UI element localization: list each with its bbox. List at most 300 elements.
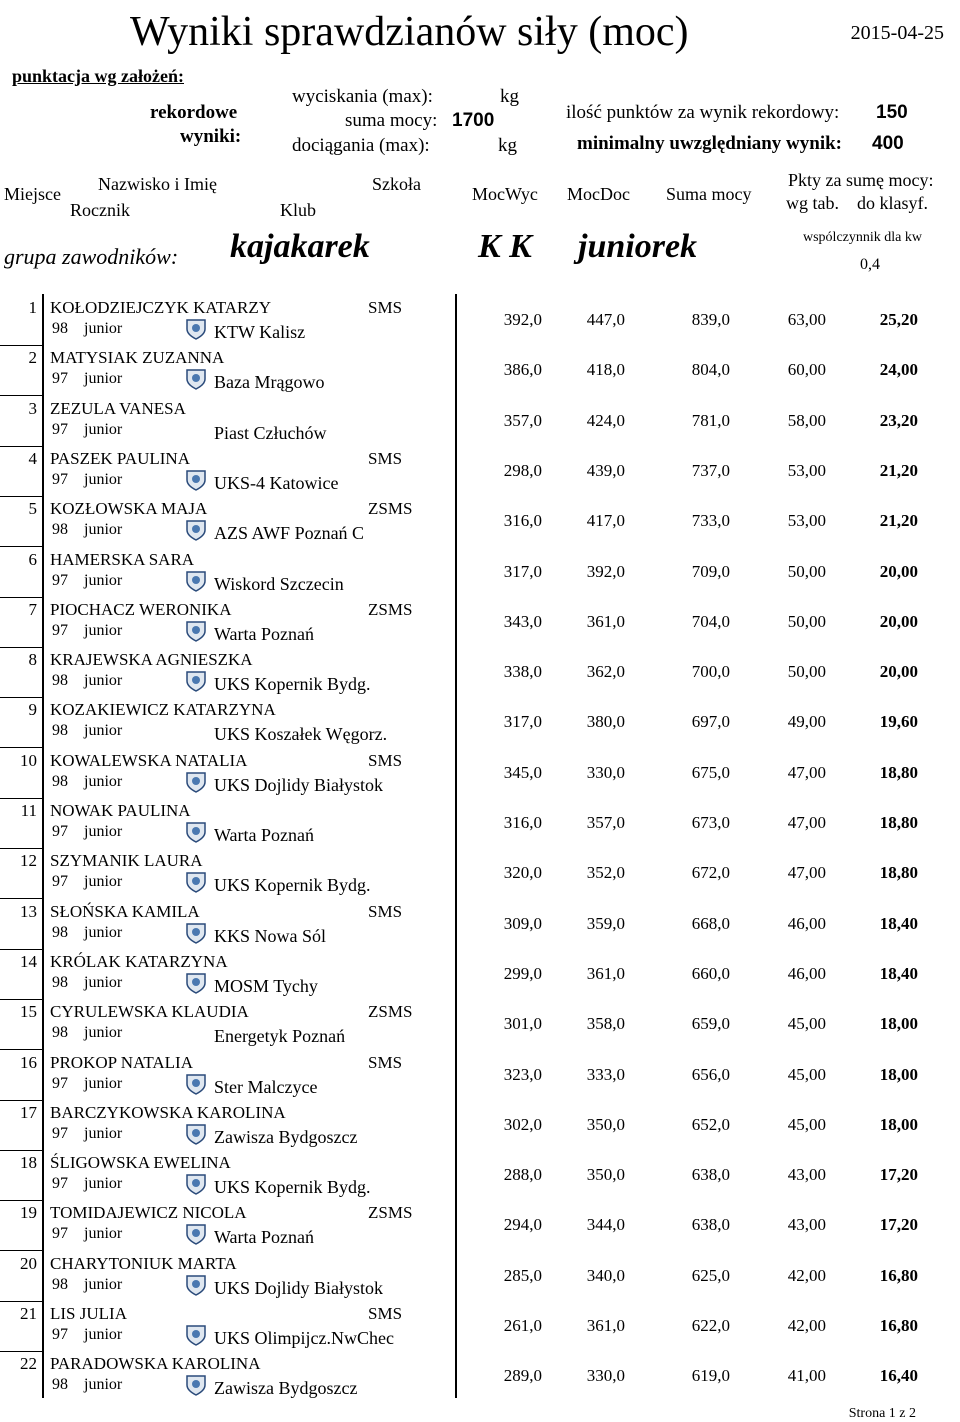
category-cell: junior [84, 923, 123, 941]
header-wspolczynnik-value: 0,4 [860, 256, 880, 273]
rank-cell: 11 [20, 801, 37, 820]
table-row [0, 900, 960, 950]
birth-year: 98 [52, 1024, 68, 1042]
birth-year: 98 [52, 1275, 68, 1293]
club-crest-icon [184, 1374, 208, 1396]
mocwyc-value: 317,0 [503, 712, 542, 732]
suma-mocy-value: 733,0 [691, 511, 730, 531]
club-crest-icon [184, 1123, 208, 1145]
header-wgtab: wg tab. [786, 193, 839, 213]
mocwyc-value: 261,0 [503, 1316, 542, 1335]
mocdoc-value: 418,0 [586, 360, 625, 380]
athlete-name: NOWAK PAULINA [50, 801, 191, 820]
page-footer: Strona 1 z 2 [848, 1406, 916, 1421]
pkty-klas-value: 18,40 [879, 963, 918, 983]
table-row [0, 447, 960, 497]
rank-cell: 2 [28, 348, 37, 368]
athlete-name: SŁOŃSKA KAMILA [50, 901, 200, 921]
mocwyc-value: 302,0 [503, 1114, 542, 1134]
category-cell: junior [84, 722, 123, 740]
suma-mocy-value: 668,0 [691, 913, 730, 933]
rank-cell: 12 [20, 851, 37, 871]
category-cell: junior [84, 521, 123, 539]
birth-year: 98 [52, 320, 68, 337]
mocdoc-value: 439,0 [586, 460, 625, 480]
header-pkty: Pkty za sumę mocy: [788, 170, 934, 190]
table-row [0, 296, 960, 346]
mocwyc-value: 357,0 [503, 410, 542, 430]
mocdoc-value: 392,0 [586, 561, 625, 581]
pkty-tab-value: 60,00 [787, 360, 826, 380]
club-name: UKS Dojlidy Białystok [214, 1277, 384, 1298]
birth-year: 97 [52, 470, 68, 488]
athlete-name: HAMERSKA SARA [50, 549, 195, 569]
pkty-tab-value: 58,00 [787, 410, 826, 430]
athlete-name: BARCZYKOWSKA KAROLINA [50, 1102, 286, 1122]
dociagania-label: dociągania (max): [292, 135, 430, 156]
pkty-klas-value: 18,00 [879, 1064, 918, 1084]
pkty-klas-value: 20,00 [879, 561, 918, 581]
suma-mocy-value: 673,0 [691, 813, 730, 832]
birth-year: 97 [52, 571, 68, 589]
category-cell: junior [84, 1074, 123, 1092]
table-row [0, 598, 960, 648]
group-label: grupa zawodników: [4, 244, 179, 269]
punktacja-label: punktacja wg założeń: [12, 66, 184, 86]
club-crest-icon [184, 570, 208, 592]
category-cell: junior [84, 420, 123, 438]
minimalny-label: minimalny uwzględniany wynik: [577, 133, 842, 154]
birth-year: 98 [52, 772, 68, 790]
page-title: Wyniki sprawdzianów siły (moc) [130, 9, 689, 55]
pkty-tab-value: 45,00 [787, 1014, 826, 1034]
club-name: Ster Malczyce [214, 1076, 318, 1097]
school-cell: ZSMS [368, 1002, 413, 1022]
rank-cell: 16 [20, 1052, 37, 1072]
header-rocznik: Rocznik [70, 200, 130, 220]
rank-cell: 17 [20, 1102, 37, 1122]
club-crest-icon [184, 821, 208, 843]
rekordowe-label-2: wyniki: [180, 126, 242, 147]
mocwyc-value: 320,0 [503, 863, 542, 883]
mocdoc-value: 330,0 [586, 762, 625, 782]
header-mocwyc: MocWyc [472, 184, 538, 204]
suma-value: 1700 [452, 110, 495, 131]
ilosc-value: 150 [876, 102, 908, 123]
mocwyc-value: 285,0 [503, 1265, 542, 1285]
mocwyc-value: 299,0 [503, 963, 542, 983]
school-cell: SMS [368, 901, 403, 921]
mocwyc-value: 345,0 [503, 762, 542, 782]
club-name: KTW Kalisz [214, 322, 306, 342]
mocwyc-value: 298,0 [503, 460, 542, 480]
club-name: UKS Olimpijcz.NwChec [214, 1328, 394, 1348]
suma-mocy-value: 660,0 [691, 963, 730, 983]
club-name: AZS AWF Poznań C [214, 523, 365, 544]
club-name: KKS Nowa Sól [214, 925, 327, 946]
birth-year: 98 [52, 521, 68, 539]
club-crest-icon [184, 469, 208, 491]
school-cell: ZSMS [368, 499, 413, 519]
rank-cell: 15 [20, 1002, 37, 1022]
athlete-name: KRAJEWSKA AGNIESZKA [50, 650, 253, 670]
mocwyc-value: 301,0 [503, 1014, 542, 1034]
table-row [0, 1352, 960, 1402]
rank-cell: 3 [28, 398, 37, 418]
header-miejsce: Miejsce [4, 184, 61, 204]
group-boat: K K [478, 228, 532, 265]
table-row [0, 346, 960, 396]
table-row [0, 950, 960, 1000]
category-cell: junior [84, 1376, 123, 1394]
birth-year: 97 [52, 873, 68, 891]
school-cell: SMS [368, 750, 403, 770]
table-row [0, 548, 960, 598]
category-cell: junior [84, 320, 123, 337]
category-cell: junior [84, 823, 123, 840]
school-cell: ZSMS [368, 599, 413, 619]
mocdoc-value: 361,0 [586, 1316, 625, 1335]
rank-cell: 14 [20, 951, 37, 971]
pkty-klas-value: 21,20 [879, 511, 918, 531]
club-crest-icon [184, 620, 208, 642]
rank-cell: 6 [28, 549, 37, 569]
suma-mocy-value: 652,0 [691, 1114, 730, 1134]
rank-cell: 1 [28, 298, 37, 317]
school-cell: ZSMS [368, 1203, 413, 1223]
pkty-tab-value: 53,00 [787, 460, 826, 480]
mocdoc-value: 350,0 [586, 1114, 625, 1134]
club-crest-icon [184, 1324, 208, 1346]
table-row [0, 497, 960, 547]
club-crest-icon [184, 771, 208, 793]
dociagania-unit: kg [498, 135, 517, 156]
suma-mocy-value: 675,0 [691, 762, 730, 782]
school-cell: SMS [368, 1052, 403, 1072]
category-cell: junior [84, 772, 123, 790]
mocdoc-value: 361,0 [586, 611, 625, 631]
pkty-klas-value: 18,80 [879, 813, 918, 832]
mocwyc-value: 316,0 [503, 511, 542, 531]
pkty-tab-value: 46,00 [787, 963, 826, 983]
pkty-klas-value: 25,20 [879, 310, 918, 329]
suma-mocy-value: 638,0 [691, 1215, 730, 1235]
suma-mocy-value: 619,0 [691, 1366, 730, 1386]
rank-cell: 4 [28, 448, 37, 468]
suma-mocy-value: 781,0 [691, 410, 730, 430]
mocwyc-value: 294,0 [503, 1215, 542, 1235]
table-row [0, 1302, 960, 1352]
pkty-klas-value: 19,60 [879, 712, 918, 732]
category-cell: junior [84, 672, 123, 690]
club-crest-icon [184, 519, 208, 541]
rank-cell: 19 [20, 1203, 37, 1223]
category-cell: junior [84, 873, 123, 891]
mocwyc-value: 343,0 [503, 611, 542, 631]
school-cell: SMS [368, 298, 403, 317]
pkty-tab-value: 42,00 [787, 1316, 826, 1335]
table-row [0, 1000, 960, 1050]
athlete-name: KOZŁOWSKA MAJA [50, 499, 208, 519]
athlete-name: ŚLIGOWSKA EWELINA [50, 1153, 231, 1173]
mocwyc-value: 386,0 [503, 360, 542, 380]
table-row [0, 698, 960, 748]
table-row [0, 749, 960, 799]
category-cell: junior [84, 1124, 123, 1142]
birth-year: 97 [52, 1124, 68, 1142]
suma-mocy-value: 709,0 [691, 561, 730, 581]
pkty-tab-value: 47,00 [787, 863, 826, 883]
table-row [0, 1101, 960, 1151]
club-name: UKS Kopernik Bydg. [214, 1177, 371, 1198]
birth-year: 98 [52, 973, 68, 991]
athlete-name: SZYMANIK LAURA [50, 851, 203, 871]
mocdoc-value: 424,0 [586, 410, 625, 430]
pkty-tab-value: 63,00 [787, 310, 826, 329]
ilosc-label: ilość punktów za wynik rekordowy: [566, 102, 840, 123]
club-name: Piast Człuchów [214, 422, 327, 443]
header-suma: Suma mocy [666, 184, 752, 204]
suma-mocy-value: 672,0 [691, 863, 730, 883]
pkty-tab-value: 42,00 [787, 1265, 826, 1285]
club-crest-icon [184, 1274, 208, 1296]
table-row [0, 648, 960, 698]
header-doklas: do klasyf. [857, 193, 928, 213]
birth-year: 97 [52, 1074, 68, 1092]
birth-year: 97 [52, 420, 68, 438]
athlete-name: PIOCHACZ WERONIKA [50, 599, 232, 619]
suma-mocy-value: 804,0 [691, 360, 730, 380]
club-name: Warta Poznań [214, 825, 315, 845]
athlete-name: KOZAKIEWICZ KATARZYNA [50, 700, 276, 720]
mocdoc-value: 352,0 [586, 863, 625, 883]
birth-year: 98 [52, 672, 68, 690]
rekordowe-label: rekordowe [150, 102, 238, 123]
athlete-name: ZEZULA VANESA [50, 398, 186, 418]
table-row [0, 1051, 960, 1101]
birth-year: 97 [52, 1326, 68, 1343]
header-klub: Klub [280, 200, 316, 220]
suma-mocy-value: 704,0 [691, 611, 730, 631]
header-szkola: Szkoła [372, 174, 421, 194]
mocdoc-value: 361,0 [586, 963, 625, 983]
pkty-klas-value: 24,00 [879, 360, 918, 380]
club-name: UKS-4 Katowice [214, 472, 339, 493]
wyciskania-unit: kg [500, 86, 519, 107]
pkty-klas-value: 23,20 [879, 410, 918, 430]
athlete-name: LIS JULIA [50, 1304, 127, 1323]
mocdoc-value: 380,0 [586, 712, 625, 732]
birth-year: 97 [52, 1225, 68, 1243]
pkty-klas-value: 18,80 [879, 762, 918, 782]
suma-label: suma mocy: [345, 110, 438, 131]
mocwyc-value: 323,0 [503, 1064, 542, 1084]
suma-mocy-value: 697,0 [691, 712, 730, 732]
mocdoc-value: 340,0 [586, 1265, 625, 1285]
rank-cell: 13 [20, 901, 37, 921]
pkty-klas-value: 16,80 [879, 1316, 918, 1335]
suma-mocy-value: 656,0 [691, 1064, 730, 1084]
table-row [0, 1252, 960, 1302]
birth-year: 98 [52, 722, 68, 740]
pkty-tab-value: 45,00 [787, 1064, 826, 1084]
category-cell: junior [84, 470, 123, 488]
mocwyc-value: 317,0 [503, 561, 542, 581]
rank-cell: 8 [28, 650, 37, 670]
table-row [0, 397, 960, 447]
school-cell: SMS [368, 1304, 403, 1323]
suma-mocy-value: 659,0 [691, 1014, 730, 1034]
pkty-klas-value: 18,00 [879, 1114, 918, 1134]
club-name: MOSM Tychy [214, 975, 318, 996]
pkty-tab-value: 47,00 [787, 813, 826, 832]
pkty-tab-value: 50,00 [787, 662, 826, 682]
pkty-tab-value: 50,00 [787, 611, 826, 631]
pkty-tab-value: 49,00 [787, 712, 826, 732]
category-cell: junior [84, 1024, 123, 1042]
birth-year: 97 [52, 1175, 68, 1193]
minimalny-value: 400 [872, 133, 904, 154]
club-crest-icon [184, 1073, 208, 1095]
rank-cell: 5 [28, 499, 37, 519]
category-cell: junior [84, 621, 123, 639]
club-name: Warta Poznań [214, 1227, 315, 1248]
mocwyc-value: 288,0 [503, 1165, 542, 1185]
athlete-name: TOMIDAJEWICZ NICOLA [50, 1203, 247, 1223]
pkty-tab-value: 46,00 [787, 913, 826, 933]
mocdoc-value: 350,0 [586, 1165, 625, 1185]
athlete-name: PARADOWSKA KAROLINA [50, 1354, 261, 1374]
mocwyc-value: 316,0 [503, 813, 542, 832]
suma-mocy-value: 737,0 [691, 460, 730, 480]
mocwyc-value: 338,0 [503, 662, 542, 682]
table-row [0, 1151, 960, 1201]
pkty-klas-value: 18,80 [879, 863, 918, 883]
pkty-klas-value: 17,20 [879, 1165, 918, 1185]
club-name: Zawisza Bydgoszcz [214, 1126, 358, 1147]
school-cell: SMS [368, 448, 403, 468]
club-crest-icon [184, 871, 208, 893]
mocdoc-value: 333,0 [586, 1064, 625, 1084]
mocdoc-value: 357,0 [586, 813, 625, 832]
athlete-name: KOWALEWSKA NATALIA [50, 750, 248, 770]
pkty-klas-value: 16,80 [879, 1265, 918, 1285]
club-name: Zawisza Bydgoszcz [214, 1378, 358, 1399]
athlete-name: KOŁODZIEJCZYK KATARZY [50, 298, 272, 317]
club-crest-icon [184, 1223, 208, 1245]
category-cell: junior [84, 571, 123, 589]
pkty-tab-value: 43,00 [787, 1215, 826, 1235]
mocdoc-value: 362,0 [586, 662, 625, 682]
header-mocdoc: MocDoc [567, 184, 630, 204]
athlete-name: MATYSIAK ZUZANNA [50, 348, 225, 368]
club-name: Baza Mrągowo [214, 372, 325, 393]
rank-cell: 22 [20, 1354, 37, 1374]
category-cell: junior [84, 370, 123, 388]
category-cell: junior [84, 973, 123, 991]
mocwyc-value: 289,0 [503, 1366, 542, 1386]
pkty-tab-value: 45,00 [787, 1114, 826, 1134]
pkty-klas-value: 20,00 [879, 662, 918, 682]
athlete-name: PROKOP NATALIA [50, 1052, 193, 1072]
pkty-klas-value: 20,00 [879, 611, 918, 631]
club-name: UKS Koszałek Węgorz. [214, 724, 388, 745]
pkty-klas-value: 18,00 [879, 1014, 918, 1034]
pkty-klas-value: 16,40 [879, 1366, 918, 1386]
rank-cell: 10 [20, 750, 37, 770]
mocdoc-value: 330,0 [586, 1366, 625, 1386]
mocdoc-value: 417,0 [586, 511, 625, 531]
rank-cell: 20 [20, 1253, 37, 1273]
rank-cell: 9 [28, 700, 37, 720]
pkty-tab-value: 41,00 [787, 1366, 826, 1386]
pkty-tab-value: 50,00 [787, 561, 826, 581]
mocdoc-value: 358,0 [586, 1014, 625, 1034]
club-crest-icon [184, 670, 208, 692]
report-date: 2015-04-25 [850, 22, 944, 44]
mocdoc-value: 359,0 [586, 913, 625, 933]
athlete-name: KRÓLAK KATARZYNA [50, 951, 228, 971]
mocwyc-value: 392,0 [503, 310, 542, 329]
club-name: UKS Dojlidy Białystok [214, 774, 384, 795]
birth-year: 98 [52, 1376, 68, 1394]
table-row [0, 1201, 960, 1251]
pkty-tab-value: 47,00 [787, 762, 826, 782]
club-crest-icon [184, 922, 208, 944]
club-name: Wiskord Szczecin [214, 573, 344, 594]
club-name: Energetyk Poznań [214, 1026, 346, 1047]
suma-mocy-value: 839,0 [691, 310, 730, 329]
club-name: UKS Kopernik Bydg. [214, 674, 371, 695]
club-crest-icon [184, 368, 208, 390]
category-cell: junior [84, 1225, 123, 1243]
category-cell: junior [84, 1175, 123, 1193]
table-row [0, 849, 960, 899]
wyciskania-label: wyciskania (max): [292, 86, 433, 107]
athlete-name: CHARYTONIUK MARTA [50, 1253, 237, 1273]
category-cell: junior [84, 1326, 123, 1343]
birth-year: 97 [52, 370, 68, 388]
pkty-tab-value: 43,00 [787, 1165, 826, 1185]
club-crest-icon [184, 318, 208, 340]
pkty-tab-value: 53,00 [787, 511, 826, 531]
mocdoc-value: 344,0 [586, 1215, 625, 1235]
suma-mocy-value: 700,0 [691, 662, 730, 682]
birth-year: 97 [52, 621, 68, 639]
pkty-klas-value: 17,20 [879, 1215, 918, 1235]
athlete-name: PASZEK PAULINA [50, 448, 190, 468]
category-cell: junior [84, 1275, 123, 1293]
club-name: UKS Kopernik Bydg. [214, 875, 371, 896]
pkty-klas-value: 21,20 [879, 460, 918, 480]
header-nazwisko: Nazwisko i Imię [98, 174, 217, 194]
rank-cell: 21 [20, 1304, 37, 1323]
club-name: Warta Poznań [214, 623, 315, 644]
pkty-klas-value: 18,40 [879, 913, 918, 933]
table-row [0, 799, 960, 849]
mocdoc-value: 447,0 [586, 310, 625, 329]
suma-mocy-value: 622,0 [691, 1316, 730, 1335]
athlete-name: CYRULEWSKA KLAUDIA [50, 1002, 249, 1022]
header-wspolczynnik: wspólczynnik dla kw [803, 230, 922, 245]
suma-mocy-value: 638,0 [691, 1165, 730, 1185]
rank-cell: 18 [20, 1153, 37, 1173]
club-crest-icon [184, 1173, 208, 1195]
birth-year: 98 [52, 923, 68, 941]
mocwyc-value: 309,0 [503, 913, 542, 933]
club-crest-icon [184, 972, 208, 994]
group-category: juniorek [578, 228, 698, 265]
